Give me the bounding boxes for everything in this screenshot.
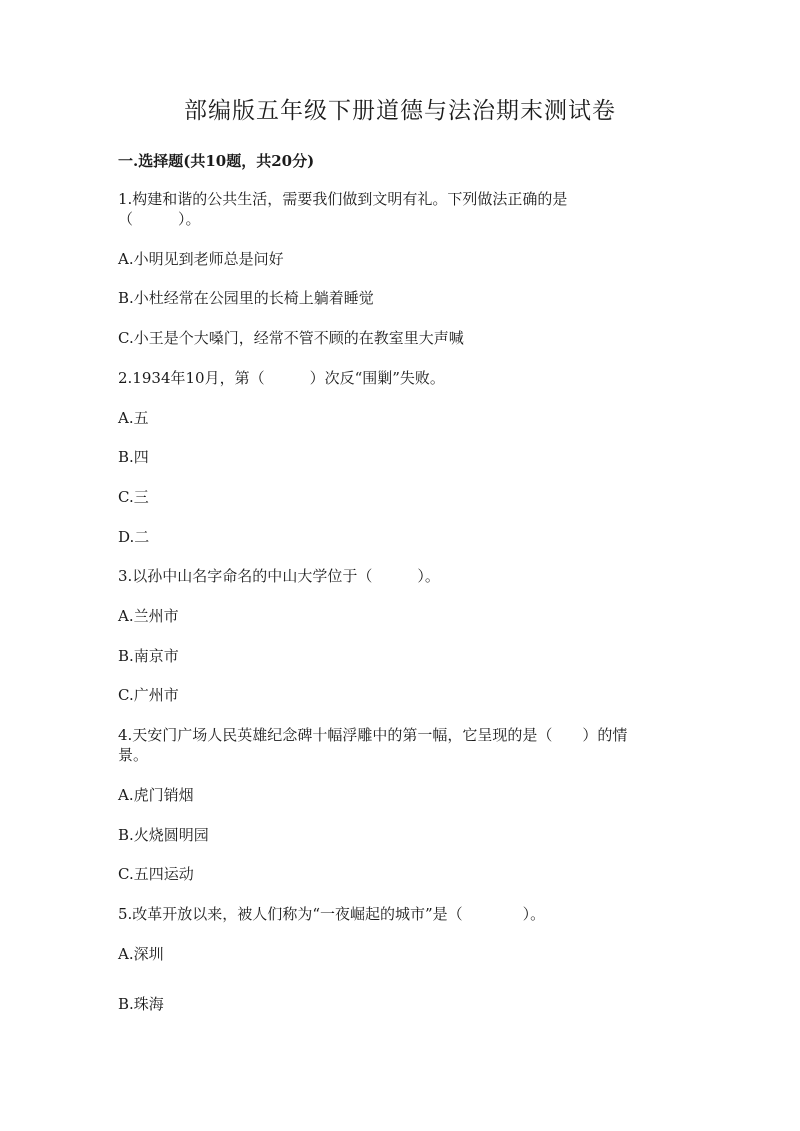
question-4-stem-line-2: 景。 xyxy=(118,746,149,764)
question-4-option-a: A.虎门销烟 xyxy=(118,786,194,804)
question-2-option-b: B.四 xyxy=(118,448,149,466)
question-1-option-b: B.小杜经常在公园里的长椅上躺着睡觉 xyxy=(118,289,374,307)
question-5-option-a: A.深圳 xyxy=(118,945,164,963)
question-1-option-c: C.小王是个大嗓门，经常不管不顾的在教室里大声喊 xyxy=(118,329,464,347)
question-3-option-a: A.兰州市 xyxy=(118,607,179,625)
question-2-stem: 2.1934年10月，第（ ）次反“围剿”失败。 xyxy=(118,369,445,387)
question-4-option-c: C.五四运动 xyxy=(118,865,194,883)
question-3-option-c: C.广州市 xyxy=(118,686,179,704)
question-3-option-b: B.南京市 xyxy=(118,647,179,665)
question-2-option-a: A.五 xyxy=(118,409,149,427)
question-4-stem-line-1: 4.天安门广场人民英雄纪念碑十幅浮雕中的第一幅，它呈现的是（ ）的情 xyxy=(118,726,628,744)
page-title: 部编版五年级下册道德与法治期末测试卷 xyxy=(184,98,616,124)
question-4-option-b: B.火烧圆明园 xyxy=(118,826,209,844)
question-1-stem-line-1: 1.构建和谐的公共生活，需要我们做到文明有礼。下列做法正确的是 xyxy=(118,190,568,208)
question-3-stem: 3.以孙中山名字命名的中山大学位于（ ）。 xyxy=(118,567,440,585)
section-heading: 一.选择题(共10题，共20分) xyxy=(118,152,315,170)
question-1-stem-line-2: （ ）。 xyxy=(118,210,201,228)
question-5-stem: 5.改革开放以来，被人们称为“一夜崛起的城市”是（ ）。 xyxy=(118,905,546,923)
question-2-option-c: C.三 xyxy=(118,488,149,506)
question-2-option-d: D.二 xyxy=(118,528,150,546)
question-1-option-a: A.小明见到老师总是问好 xyxy=(118,250,284,268)
question-5-option-b: B.珠海 xyxy=(118,995,164,1013)
